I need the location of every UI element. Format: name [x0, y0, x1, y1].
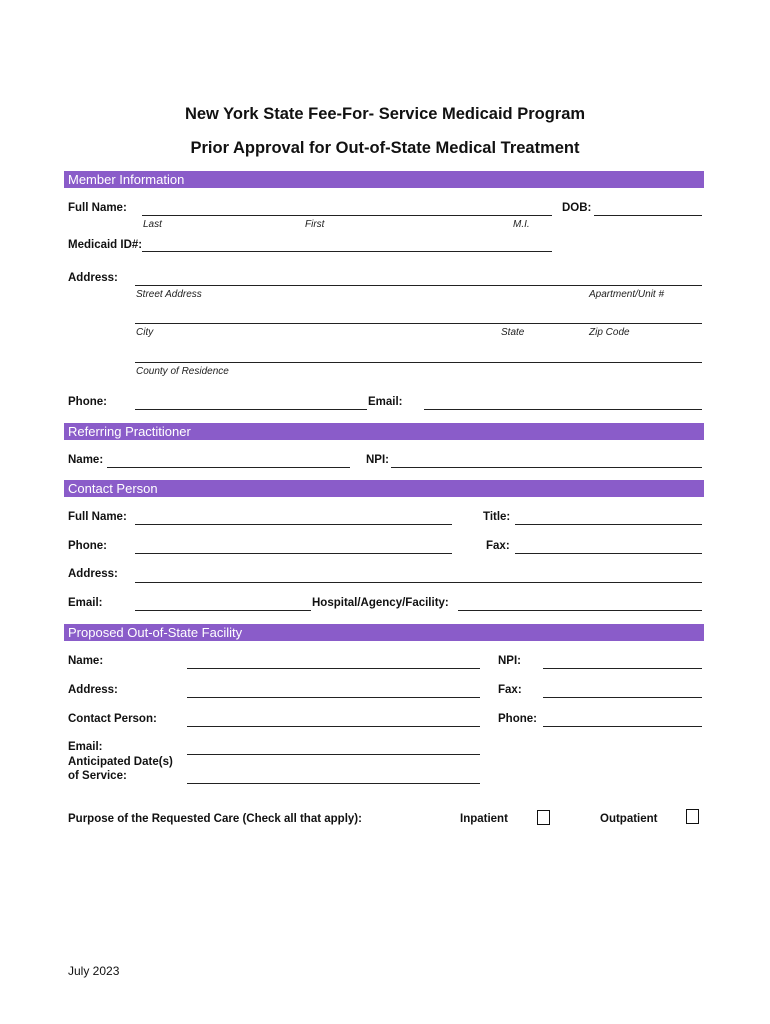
member-city-state-zip-field[interactable]	[135, 323, 702, 324]
form-subtitle: Prior Approval for Out-of-State Medical Treatment	[190, 139, 580, 157]
outpatient-label: Outpatient	[600, 813, 658, 825]
member-zip-caption: Zip Code	[589, 327, 630, 338]
member-city-caption: City	[136, 327, 154, 338]
facility-npi-label: NPI:	[498, 655, 521, 667]
contact-email-label: Email:	[68, 597, 103, 609]
section-referring-practitioner: Referring Practitioner	[64, 423, 704, 440]
facility-address-field[interactable]	[187, 697, 480, 698]
member-phone-label: Phone:	[68, 396, 107, 408]
contact-full-name-field[interactable]	[135, 524, 452, 525]
facility-contact-field[interactable]	[187, 726, 480, 727]
member-county-field[interactable]	[135, 362, 702, 363]
member-phone-field[interactable]	[135, 409, 367, 410]
inpatient-label: Inpatient	[460, 813, 508, 825]
contact-fax-label: Fax:	[486, 540, 510, 552]
section-contact-person: Contact Person	[64, 480, 704, 497]
contact-address-field[interactable]	[135, 582, 702, 583]
facility-fax-label: Fax:	[498, 684, 522, 696]
contact-title-field[interactable]	[515, 524, 702, 525]
member-street-address-caption: Street Address	[136, 289, 202, 300]
form-title: New York State Fee-For- Service Medicaid Program	[184, 105, 586, 123]
contact-phone-field[interactable]	[135, 553, 452, 554]
member-last-caption: Last	[143, 219, 162, 230]
referring-npi-field[interactable]	[391, 467, 702, 468]
facility-npi-field[interactable]	[543, 668, 702, 669]
inpatient-checkbox[interactable]	[537, 810, 550, 825]
purpose-label: Purpose of the Requested Care (Check all that apply):	[68, 813, 362, 825]
member-dob-field[interactable]	[594, 215, 702, 216]
facility-phone-label: Phone:	[498, 713, 537, 725]
member-medicaid-id-field[interactable]	[142, 251, 552, 252]
facility-name-field[interactable]	[187, 668, 480, 669]
contact-address-label: Address:	[68, 568, 118, 580]
contact-fax-field[interactable]	[515, 553, 702, 554]
section-proposed-facility: Proposed Out-of-State Facility	[64, 624, 704, 641]
member-first-caption: First	[305, 219, 325, 230]
footer-date: July 2023	[68, 964, 120, 978]
member-dob-label: DOB:	[562, 202, 592, 214]
facility-email-field[interactable]	[187, 754, 480, 755]
contact-email-field[interactable]	[135, 610, 311, 611]
member-full-name-field[interactable]	[142, 215, 552, 216]
facility-contact-label: Contact Person:	[68, 713, 157, 725]
referring-npi-label: NPI:	[366, 454, 389, 466]
member-county-caption: County of Residence	[136, 366, 229, 377]
facility-anticipated-label-2: of Service:	[68, 770, 127, 782]
member-medicaid-id-label: Medicaid ID#:	[68, 239, 143, 251]
outpatient-checkbox[interactable]	[686, 809, 699, 824]
contact-hospital-field[interactable]	[458, 610, 702, 611]
member-full-name-label: Full Name:	[68, 202, 127, 214]
section-member-information: Member Information	[64, 171, 704, 188]
member-address-label: Address:	[68, 272, 118, 284]
referring-name-label: Name:	[68, 454, 104, 466]
contact-hospital-label: Hospital/Agency/Facility:	[312, 597, 449, 609]
referring-name-field[interactable]	[107, 467, 350, 468]
facility-anticipated-label: Anticipated Date(s)	[68, 756, 173, 768]
facility-name-label: Name:	[68, 655, 104, 667]
contact-title-label: Title:	[483, 511, 511, 523]
facility-phone-field[interactable]	[543, 726, 702, 727]
facility-email-label: Email:	[68, 741, 103, 753]
facility-fax-field[interactable]	[543, 697, 702, 698]
member-apartment-caption: Apartment/Unit #	[589, 289, 665, 300]
member-email-label: Email:	[368, 396, 403, 408]
member-street-address-field[interactable]	[135, 285, 702, 286]
member-mi-caption: M.I.	[513, 219, 530, 230]
facility-address-label: Address:	[68, 684, 118, 696]
facility-anticipated-date-field[interactable]	[187, 783, 480, 784]
contact-full-name-label: Full Name:	[68, 511, 127, 523]
contact-phone-label: Phone:	[68, 540, 107, 552]
member-state-caption: State	[501, 327, 525, 338]
member-email-field[interactable]	[424, 409, 702, 410]
